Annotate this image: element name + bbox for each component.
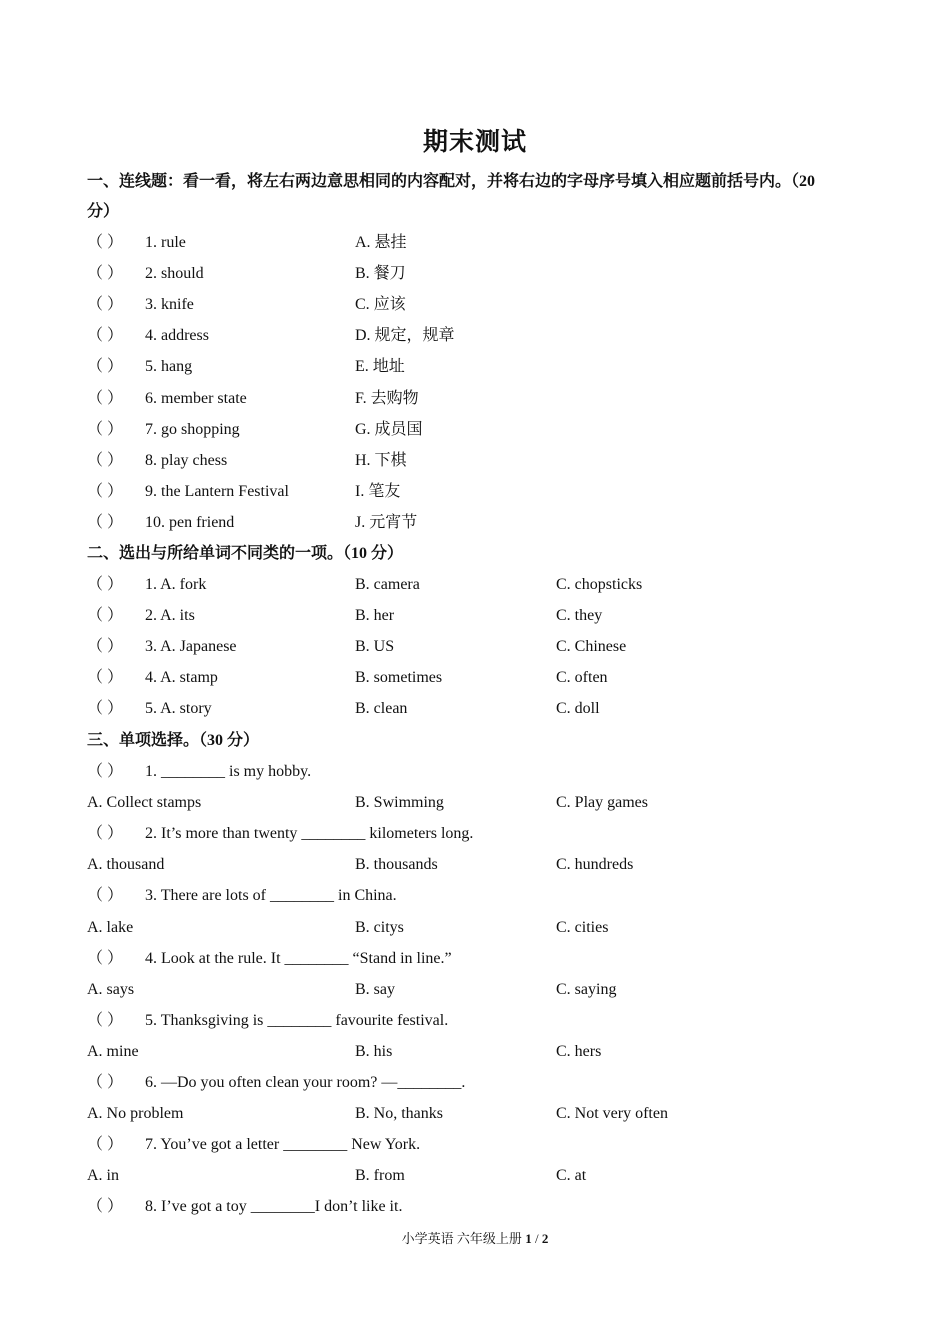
choice-a: A. mine: [87, 1042, 139, 1060]
match-row: [87, 482, 887, 502]
answer-bracket: （ ）: [87, 451, 124, 469]
page-title: 期末测试: [422, 129, 527, 156]
footer-page: 1: [525, 1231, 532, 1246]
question-row: [87, 1073, 887, 1093]
match-left: [87, 233, 186, 253]
odd-one-out-row: [87, 575, 887, 595]
question: [87, 1197, 402, 1217]
choice-c: C. at: [556, 1167, 587, 1185]
answer-bracket: （ ）: [87, 700, 124, 718]
section3-heading: 三、单项选择。（30 分）: [87, 732, 260, 749]
question-row: [87, 1135, 887, 1155]
question-row: [87, 1197, 887, 1217]
match-term: 1. rule: [145, 234, 186, 251]
choice-c: C. hers: [556, 1042, 602, 1060]
odd-one-out-row: [87, 668, 887, 688]
choices-row: [87, 1166, 887, 1186]
question: [87, 886, 397, 906]
choice-b: B. thousands: [355, 856, 438, 874]
choices-row: [87, 793, 887, 813]
match-term: 10. pen friend: [145, 513, 235, 531]
option-b: B. US: [355, 638, 395, 656]
answer-bracket: （ ）: [87, 513, 124, 531]
match-meaning: D. 规定，规章: [355, 327, 455, 345]
question-text: 3. There are lots of ________ in China.: [145, 887, 397, 905]
option-a-text: 5. A. story: [145, 700, 212, 718]
section2-heading: 二、选出与所给单词不同类的一项。（10 分）: [87, 545, 404, 562]
option-c: C. Chinese: [556, 638, 627, 656]
match-meaning: F. 去购物: [355, 389, 419, 407]
choice-b: B. Swimming: [355, 794, 444, 812]
match-row: [87, 264, 887, 284]
choices-row: [87, 1042, 887, 1062]
question-row: [87, 949, 887, 969]
answer-bracket: （ ）: [87, 389, 124, 407]
answer-bracket: （ ）: [87, 420, 124, 438]
option-c: C. chopsticks: [556, 576, 643, 593]
match-left: [87, 264, 204, 284]
section1-heading: 一、连线题：看一看，将左右两边意思相同的内容配对，并将右边的字母序号填入相应题前括号内。（20: [87, 173, 816, 190]
question: [87, 762, 311, 782]
question-row: [87, 824, 887, 844]
question-text: 2. It’s more than twenty ________ kilometers long.: [145, 825, 474, 843]
choice-c: C. Play games: [556, 794, 648, 812]
answer-bracket: （ ）: [87, 265, 124, 283]
answer-bracket: （ ）: [87, 669, 124, 687]
answer-bracket: （ ）: [87, 327, 124, 345]
odd-one-out-row: [87, 606, 887, 626]
page-footer: [0, 1228, 950, 1247]
answer-bracket: （ ）: [87, 607, 124, 625]
match-row: [87, 357, 887, 377]
option-a-text: 3. A. Japanese: [145, 638, 237, 656]
choice-c: C. cities: [556, 918, 609, 936]
choice-b: B. his: [355, 1042, 393, 1060]
question-row: [87, 1011, 887, 1031]
answer-bracket: （ ）: [87, 1198, 124, 1216]
answer-bracket: （ ）: [87, 296, 124, 314]
option-a-text: 4. A. stamp: [145, 669, 218, 687]
choice-b: B. say: [355, 980, 395, 998]
question: [87, 949, 452, 969]
question-text: 4. Look at the rule. It ________ “Stand in line.”: [145, 949, 452, 967]
choices-row: [87, 1104, 887, 1124]
match-left: [87, 389, 247, 409]
match-term: 2. should: [145, 265, 204, 283]
answer-bracket: （ ）: [87, 887, 124, 905]
option-c: C. doll: [556, 700, 600, 718]
choice-a: A. lake: [87, 918, 134, 936]
footer-text: 小学英语 六年级上册: [401, 1231, 522, 1246]
match-term: 5. hang: [145, 358, 193, 376]
match-row: [87, 326, 887, 346]
option-a: [87, 668, 218, 688]
choice-a: A. No problem: [87, 1105, 184, 1123]
match-row: [87, 295, 887, 315]
footer-total: 2: [541, 1231, 549, 1246]
question-text: 8. I’ve got a toy ________I don’t like it.: [145, 1198, 403, 1216]
answer-bracket: （ ）: [87, 763, 124, 780]
choice-a: A. Collect stamps: [87, 794, 202, 812]
answer-bracket: （ ）: [87, 1011, 124, 1029]
question-row: [87, 886, 887, 906]
match-meaning: B. 餐刀: [355, 265, 406, 283]
choices-row: [87, 980, 887, 1000]
option-a: [87, 575, 206, 595]
choices-row: [87, 855, 887, 875]
match-left: [87, 513, 234, 533]
option-c: C. often: [556, 669, 608, 687]
option-a-text: 2. A. its: [145, 607, 195, 625]
choice-b: B. citys: [355, 918, 404, 936]
question: [87, 1073, 465, 1093]
answer-bracket: （ ）: [87, 576, 124, 593]
answer-bracket: （ ）: [87, 482, 124, 500]
match-meaning: I. 笔友: [355, 482, 401, 500]
choice-a: A. says: [87, 980, 135, 998]
choices-row: [87, 918, 887, 938]
option-b: B. clean: [355, 700, 408, 718]
choice-c: C. saying: [556, 980, 617, 998]
choice-c: C. Not very often: [556, 1105, 668, 1123]
option-b: B. camera: [355, 576, 420, 593]
answer-bracket: （ ）: [87, 949, 124, 967]
option-a: [87, 699, 212, 719]
option-a: [87, 606, 195, 626]
section1-heading-cont: 分）: [87, 203, 120, 220]
question-text: 5. Thanksgiving is ________ favourite festival.: [145, 1011, 449, 1029]
question-text: 1. ________ is my hobby.: [145, 763, 312, 780]
option-c: C. they: [556, 607, 603, 625]
choice-a: A. in: [87, 1167, 119, 1185]
match-term: 4. address: [145, 327, 209, 345]
answer-bracket: （ ）: [87, 638, 124, 656]
match-left: [87, 420, 240, 440]
odd-one-out-row: [87, 637, 887, 657]
match-row: [87, 389, 887, 409]
choice-b: B. No, thanks: [355, 1105, 443, 1123]
question: [87, 1135, 420, 1155]
question: [87, 824, 473, 844]
choice-b: B. from: [355, 1167, 405, 1185]
match-meaning: A. 悬挂: [355, 234, 407, 251]
match-term: 7. go shopping: [145, 420, 240, 438]
match-meaning: H. 下棋: [355, 451, 407, 469]
odd-one-out-row: [87, 699, 887, 719]
footer-sep: /: [531, 1231, 542, 1246]
match-left: [87, 482, 289, 502]
choice-c: C. hundreds: [556, 856, 634, 874]
question-text: 6. —Do you often clean your room? —________.: [145, 1074, 466, 1091]
option-a-text: 1. A. fork: [145, 576, 207, 593]
match-meaning: C. 应该: [355, 296, 406, 314]
answer-bracket: （ ）: [87, 234, 124, 251]
question: [87, 1011, 448, 1031]
option-b: B. sometimes: [355, 669, 443, 687]
answer-bracket: （ ）: [87, 358, 124, 376]
option-b: B. her: [355, 607, 395, 625]
match-row: [87, 451, 887, 471]
match-term: 3. knife: [145, 296, 194, 314]
question-text: 7. You’ve got a letter ________ New York.: [145, 1136, 421, 1154]
match-term: 9. the Lantern Festival: [145, 482, 289, 500]
match-row: [87, 420, 887, 440]
match-meaning: G. 成员国: [355, 420, 423, 438]
question-row: [87, 762, 887, 782]
option-a: [87, 637, 237, 657]
answer-bracket: （ ）: [87, 1136, 124, 1154]
match-meaning: E. 地址: [355, 358, 405, 376]
answer-bracket: （ ）: [87, 1074, 124, 1091]
match-left: [87, 357, 192, 377]
match-left: [87, 295, 194, 315]
match-row: [87, 233, 887, 253]
match-left: [87, 326, 209, 346]
answer-bracket: （ ）: [87, 825, 124, 843]
match-term: 6. member state: [145, 389, 247, 407]
match-left: [87, 451, 227, 471]
match-meaning: J. 元宵节: [355, 513, 418, 531]
match-row: [87, 513, 887, 533]
match-term: 8. play chess: [145, 451, 228, 469]
choice-a: A. thousand: [87, 856, 165, 874]
